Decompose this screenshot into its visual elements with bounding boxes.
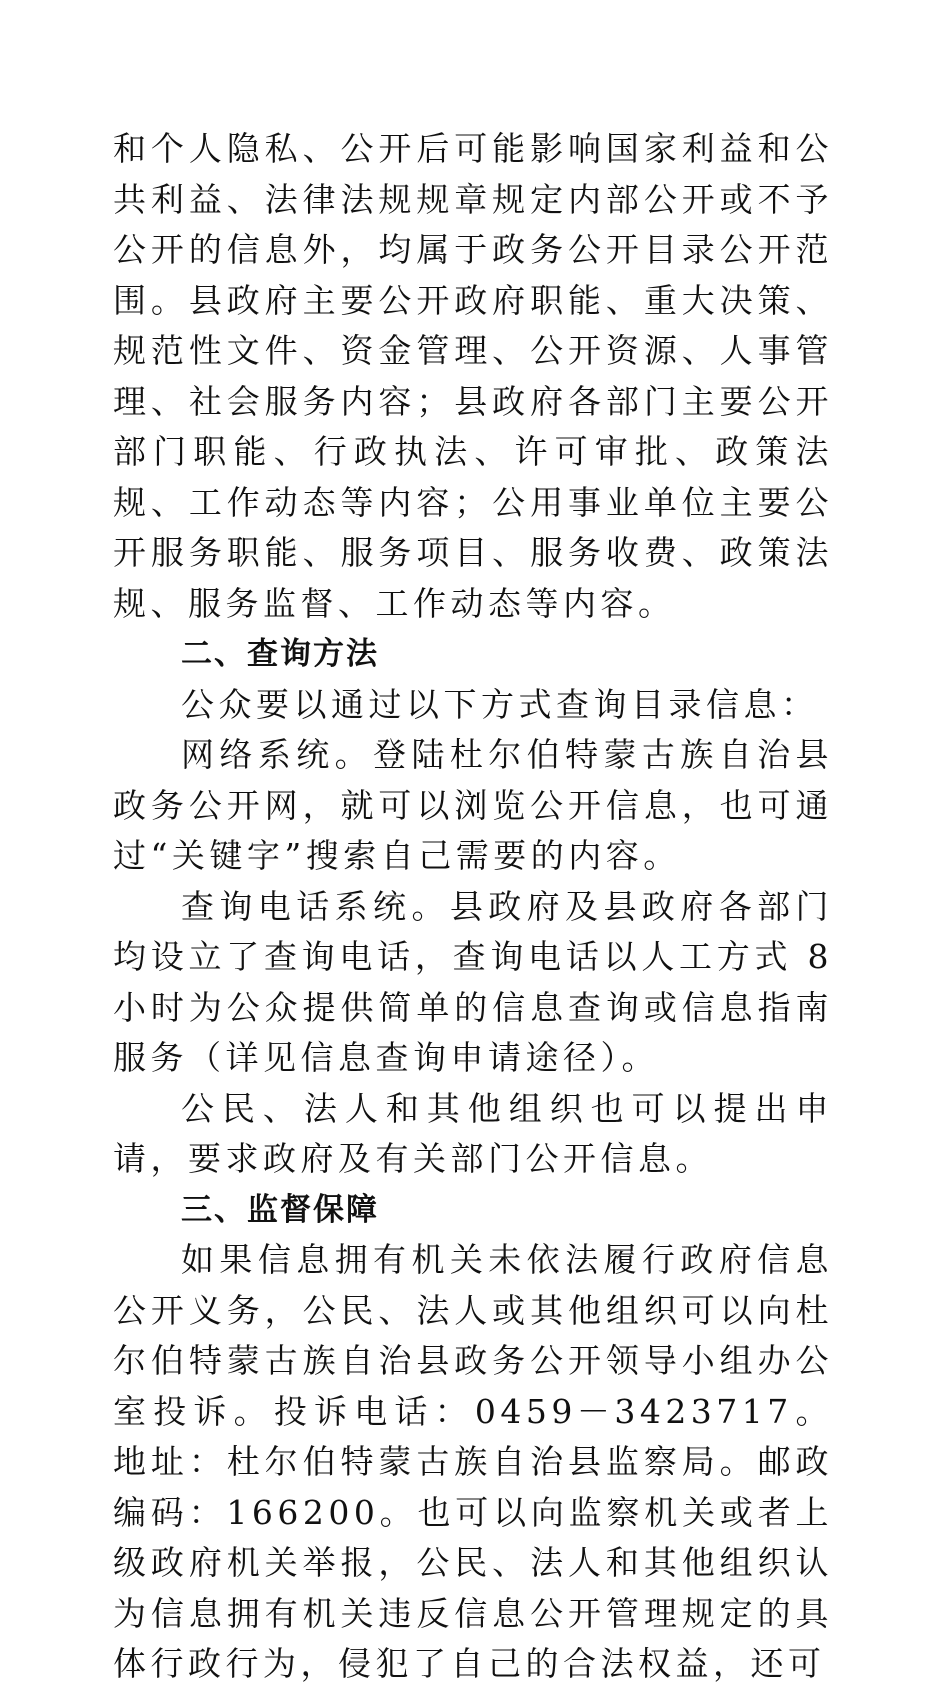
section-heading-query-methods: 二、查询方法 <box>181 636 379 672</box>
paragraph-scope: 和个人隐私、公开后可能影响国家利益和公共利益、法律法规规章规定内部公开或不予公开的信息外，均属于政务公开目录公开范围。县政府主要公开政府职能、重大决策、规范性文件、资金管理、公开资源、人事管理、社会服务内容；县政府各部门主要公开部门职能、行政执法、许可审批、政策法规、工作动态等内容；公用事业单位主要公开服务职能、服务项目、服务收费、政策法规、服务监督、工作动态等内容。 <box>113 129 833 623</box>
paragraph-application: 公民、法人和其他组织也可以提出申请，要求政府及有关部门公开信息。 <box>113 1088 833 1178</box>
paragraph-phone-system: 查询电话系统。县政府及县政府各部门均设立了查询电话，查询电话以人工方式 8 小时为公众提供简单的信息查询或信息指南服务（详见信息查询申请途径）。 <box>113 886 833 1077</box>
document-body <box>113 124 833 1690</box>
paragraph-query-intro: 公众要以通过以下方式查询目录信息： <box>181 684 819 724</box>
section-heading-supervision: 三、监督保障 <box>181 1191 379 1228</box>
paragraph-network-system: 网络系统。登陆杜尔伯特蒙古族自治县政务公开网，就可以浏览公开信息，也可通过“关键字”搜索自己需要的内容。 <box>113 735 833 875</box>
paragraph-complaints: 如果信息拥有机关未依法履行政府信息公开义务，公民、法人或其他组织可以向杜尔伯特蒙古族自治县政务公开领导小组办公室投诉。投诉电话：0459－3423717。地址：杜尔伯特蒙古族自治县监察局。邮政编码：166200。也可以向监察机关或者上级政府机关举报，公民、法人和其他组织认为信息拥有机关违反信息公开管理规定的具体行政行为，侵犯了自己的合法权益，还可 <box>113 1240 833 1683</box>
